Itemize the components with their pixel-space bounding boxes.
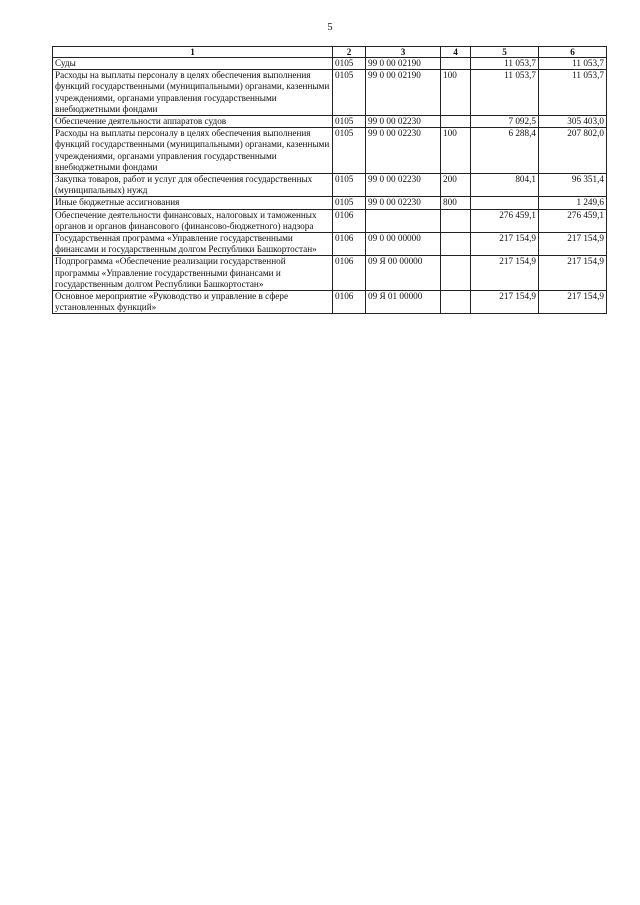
row-target: [366, 209, 441, 232]
row-section: 0106: [333, 209, 366, 232]
table-row: [53, 209, 607, 232]
row-col5: 11 053,7: [471, 70, 539, 116]
row-section: 0105: [333, 128, 366, 174]
row-target: 99 0 00 02230: [366, 174, 441, 197]
header-col-4: 4: [441, 47, 471, 58]
header-col-3: 3: [366, 47, 441, 58]
row-section: 0106: [333, 233, 366, 256]
row-type: [441, 256, 471, 291]
row-type: 100: [441, 70, 471, 116]
row-target: 09 0 00 00000: [366, 233, 441, 256]
row-target: 99 0 00 02190: [366, 58, 441, 70]
row-col6: 1 249,6: [539, 197, 607, 209]
row-col6: 207 802,0: [539, 128, 607, 174]
table-row: [53, 291, 607, 314]
table-row: [53, 197, 607, 209]
table-row: [53, 128, 607, 174]
row-section: 0105: [333, 197, 366, 209]
row-col6: 96 351,4: [539, 174, 607, 197]
row-col6: 217 154,9: [539, 233, 607, 256]
row-col5: 11 053,7: [471, 58, 539, 70]
row-name: Обеспечение деятельности аппаратов судов: [53, 116, 333, 128]
row-col5: 217 154,9: [471, 291, 539, 314]
row-type: 200: [441, 174, 471, 197]
budget-table: [52, 46, 607, 314]
row-section: 0105: [333, 174, 366, 197]
row-section: 0106: [333, 256, 366, 291]
row-name: Иные бюджетные ассигнования: [53, 197, 333, 209]
row-name: Суды: [53, 58, 333, 70]
row-name: Основное мероприятие «Руководство и управление в сфере установленных функций»: [53, 291, 333, 314]
table-row: [53, 233, 607, 256]
header-col-2: 2: [333, 47, 366, 58]
row-target: 99 0 00 02230: [366, 197, 441, 209]
row-col5: 276 459,1: [471, 209, 539, 232]
row-type: 100: [441, 128, 471, 174]
table-row: [53, 174, 607, 197]
row-col6: 276 459,1: [539, 209, 607, 232]
table-row: [53, 70, 607, 116]
page-number: 5: [327, 22, 333, 33]
header-col-5: 5: [471, 47, 539, 58]
row-col5: [471, 197, 539, 209]
row-col5: 804,1: [471, 174, 539, 197]
row-name: Обеспечение деятельности финансовых, налоговых и таможенных органов и органов финансового (финансово-бюджетного) надзора: [53, 209, 333, 232]
row-target: 99 0 00 02190: [366, 70, 441, 116]
row-type: [441, 209, 471, 232]
header-col-6: 6: [539, 47, 607, 58]
row-type: [441, 233, 471, 256]
row-type: [441, 58, 471, 70]
row-type: [441, 291, 471, 314]
row-type: 800: [441, 197, 471, 209]
table-header-row: [53, 47, 607, 58]
row-col6: 217 154,9: [539, 256, 607, 291]
row-section: 0105: [333, 58, 366, 70]
row-name: Закупка товаров, работ и услуг для обеспечения государственных (муниципальных) нужд: [53, 174, 333, 197]
row-section: 0105: [333, 70, 366, 116]
row-target: 09 Я 01 00000: [366, 291, 441, 314]
row-col5: 217 154,9: [471, 233, 539, 256]
row-col6: 305 403,0: [539, 116, 607, 128]
row-name: Расходы на выплаты персоналу в целях обеспечения выполнения функций государственными (муниципальными) органами, казенными учреждениями, органами управления государственными внебюджетными фондами: [53, 70, 333, 116]
row-target: 09 Я 00 00000: [366, 256, 441, 291]
row-section: 0105: [333, 116, 366, 128]
row-col6: 11 053,7: [539, 70, 607, 116]
header-col-1: 1: [53, 47, 333, 58]
row-target: 99 0 00 02230: [366, 128, 441, 174]
row-col5: 217 154,9: [471, 256, 539, 291]
row-col5: 7 092,5: [471, 116, 539, 128]
row-col6: 11 053,7: [539, 58, 607, 70]
row-name: Подпрограмма «Обеспечение реализации государственной программы «Управление государственными финансами и государственным долгом Республики Башкортостан»: [53, 256, 333, 291]
table-row: [53, 256, 607, 291]
row-name: Государственная программа «Управление государственными финансами и государственным долгом Республики Башкортостан»: [53, 233, 333, 256]
table-row: [53, 58, 607, 70]
table-row: [53, 116, 607, 128]
row-col5: 6 288,4: [471, 128, 539, 174]
row-col6: 217 154,9: [539, 291, 607, 314]
row-type: [441, 116, 471, 128]
row-section: 0106: [333, 291, 366, 314]
row-name: Расходы на выплаты персоналу в целях обеспечения выполнения функций государственными (муниципальными) органами, казенными учреждениями, органами управления государственными внебюджетными фондами: [53, 128, 333, 174]
row-target: 99 0 00 02230: [366, 116, 441, 128]
